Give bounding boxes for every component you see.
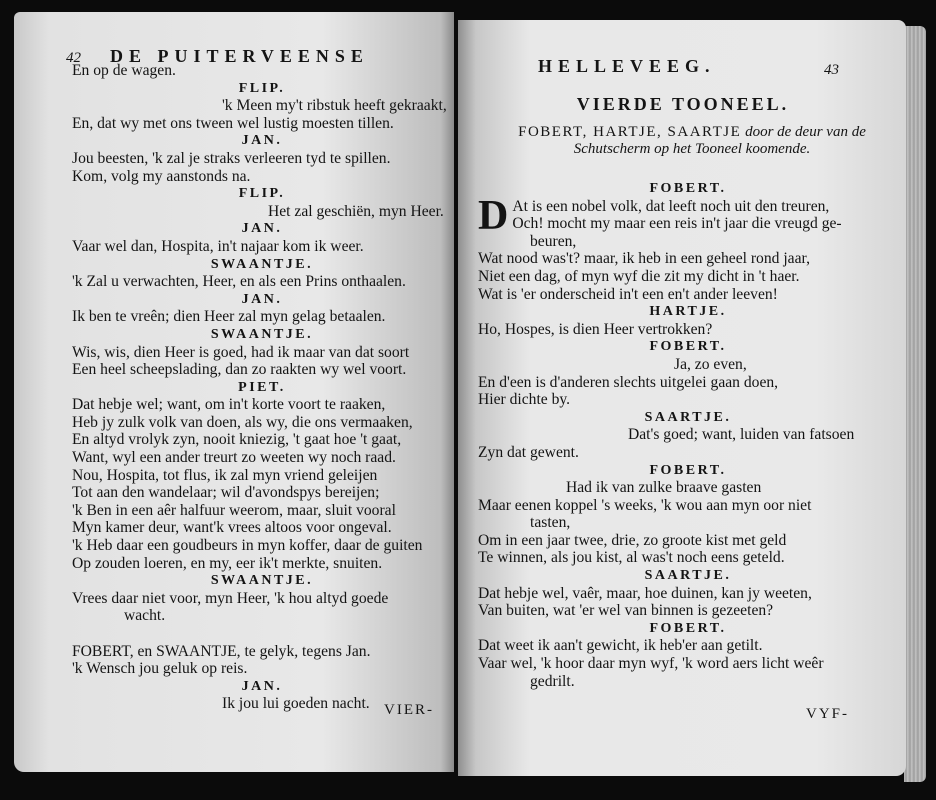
running-head: HELLEVEEG. <box>538 56 716 76</box>
page-number: 42 <box>66 50 81 66</box>
verse-line: Kom, volg my aanstonds na. <box>72 167 251 185</box>
scene-direction-names: FOBERT, HARTJE, SAARTJE <box>518 124 742 140</box>
drop-cap: D <box>478 192 509 239</box>
verse-line: Myn kamer deur, want'k vrees altoos voor ongeval. <box>72 519 392 537</box>
verse-line: Heb jy zulk volk van doen, als wy, die ons vermaaken, <box>72 413 413 431</box>
verse-line: Wat nood was't? maar, ik heb in een geheel rond jaar, <box>478 250 810 268</box>
speaker-name: FOBERT. <box>649 339 727 355</box>
left-page <box>14 12 454 772</box>
left-page-text <box>72 62 452 713</box>
verse-line <box>72 625 452 643</box>
verse-line: Wat is 'er onderscheid in't een en't ander leeven! <box>478 285 778 303</box>
page-edges <box>904 26 926 782</box>
verse-line: Dat's goed; want, luiden van fatsoen <box>628 426 855 444</box>
speaker-name: FOBERT. <box>649 462 727 478</box>
verse-line: Ja, zo even, <box>674 355 747 373</box>
verse-line: Het zal geschiën, myn Heer. <box>268 202 444 220</box>
verse-line: Op zouden loeren, en my, eer ik't merkte, snuiten. <box>72 554 383 572</box>
verse-line: Want, wyl een ander treurt zo weeten wy noch raad. <box>72 449 396 467</box>
verse-line: Hier dichte by. <box>478 391 571 409</box>
stage-direction: FOBERT, en SWAANTJE, te gelyk, tegens Jan. <box>72 642 371 660</box>
verse-line: En, dat wy met ons tween wel lustig moesten tillen. <box>72 114 394 132</box>
verse-line: Maar eenen koppel 's weeks, 'k wou aan myn oor niet <box>478 496 812 514</box>
speaker-name: HARTJE. <box>649 304 727 320</box>
verse-line: Ik jou lui goeden nacht. <box>222 695 370 713</box>
verse-line: Dat hebje wel, vaêr, maar, hoe duinen, kan jy weeten, <box>478 584 812 602</box>
verse-line: Vrees daar niet voor, myn Heer, 'k hou altyd goede <box>72 589 389 607</box>
verse-line: En d'een is d'anderen slechts uitgelei gaan doen, <box>478 373 779 391</box>
verse-line: Te winnen, als jou kist, al was't noch eens geteld. <box>478 549 785 567</box>
verse-line: gedrilt. <box>530 672 575 690</box>
speaker-name: SAARTJE. <box>644 568 732 584</box>
speaker-name: JAN. <box>241 678 283 694</box>
verse-line: Zyn dat gewent. <box>478 443 579 461</box>
verse-line: Een heel scheepslading, dan zo raakten wy wel voort. <box>72 361 407 379</box>
speaker-name: JAN. <box>241 133 283 149</box>
verse-line: Om in een jaar twee, drie, zo groote kist met geld <box>478 531 787 549</box>
scene-title: VIERDE TOONEEL. <box>576 94 790 114</box>
verse-line: Vaar wel dan, Hospita, in't najaar kom ik weer. <box>72 237 364 255</box>
speaker-name: SAARTJE. <box>644 409 732 425</box>
catchword: VYF- <box>806 706 850 722</box>
scene-direction <box>482 124 902 158</box>
speaker-name: SWAANTJE. <box>210 256 314 272</box>
verse-line: Niet een dag, of myn wyf die zit my dicht in 't haer. <box>478 267 800 285</box>
verse-line: Had ik van zulke braave gasten <box>566 479 762 497</box>
speaker-name: FLIP. <box>238 80 286 96</box>
verse-line: Ho, Hospes, is dien Heer vertrokken? <box>478 320 713 338</box>
speaker-name: FLIP. <box>238 186 286 202</box>
speaker-name: JAN. <box>241 291 283 307</box>
verse-line: Vaar wel, 'k hoor daar myn wyf, 'k word aers licht weêr <box>478 655 824 673</box>
verse-line: wacht. <box>124 607 166 625</box>
speaker-name: JAN. <box>241 221 283 237</box>
verse-line: 'k Ben in een aêr halfuur weerom, maar, sluit vooral <box>72 501 396 519</box>
verse-line: Ik ben te vreên; dien Heer zal myn gelag betaalen. <box>72 308 386 326</box>
speaker-name: FOBERT. <box>649 181 727 196</box>
right-page-text <box>478 180 898 690</box>
verse-line: Van buiten, wat 'er wel van binnen is gezeeten? <box>478 602 774 620</box>
verse-line-text: At is een nobel volk, dat leeft noch uit den treuren, <box>512 197 830 215</box>
verse-line: Dat hebje wel; want, om in't korte voort te raaken, <box>72 396 386 414</box>
verse-line: Wis, wis, dien Heer is goed, had ik maar van dat soort <box>72 343 410 361</box>
speaker-name: FOBERT. <box>649 620 727 636</box>
verse-line: 'k Heb daar een goudbeurs in myn koffer, daar de guiten <box>72 537 423 555</box>
running-head: DE PUITERVEENSE <box>110 46 369 66</box>
verse-line: beuren, <box>530 232 577 250</box>
verse-line: Dat weet ik aan't gewicht, ik heb'er aan getilt. <box>478 637 763 655</box>
verse-line: 'k Zal u verwachten, Heer, en als een Prins onthaalen. <box>72 273 406 291</box>
verse-line: Jou beesten, 'k zal je straks verleeren tyd te spillen. <box>72 149 391 167</box>
verse-line: tasten, <box>530 514 571 532</box>
verse-line: 'k Meen my't ribstuk heeft gekraakt, <box>222 97 447 115</box>
verse-line: En altyd vrolyk zyn, nooit kniezig, 't gaat hoe 't gaat, <box>72 431 402 449</box>
speaker-name: PIET. <box>238 379 286 395</box>
page-number: 43 <box>824 62 839 78</box>
verse-line: Nou, Hospita, tot flus, ik zal myn vriend geleijen <box>72 466 378 484</box>
catchword: VIER- <box>384 702 434 718</box>
speaker-name: SWAANTJE. <box>210 573 314 589</box>
verse-line: 'k Wensch jou geluk op reis. <box>72 660 248 678</box>
right-page <box>458 20 906 776</box>
speaker-name: SWAANTJE. <box>210 326 314 342</box>
verse-line: En op de wagen. <box>72 62 176 79</box>
verse-line: Och! mocht my maar een reis in't jaar die vreugd ge- <box>512 215 842 233</box>
verse-line: Tot aan den wandelaar; wil d'avondspys bereijen; <box>72 484 380 502</box>
scene-direction-text: door de deur van de Schutscherm op het Tooneel koomende. <box>573 124 866 157</box>
